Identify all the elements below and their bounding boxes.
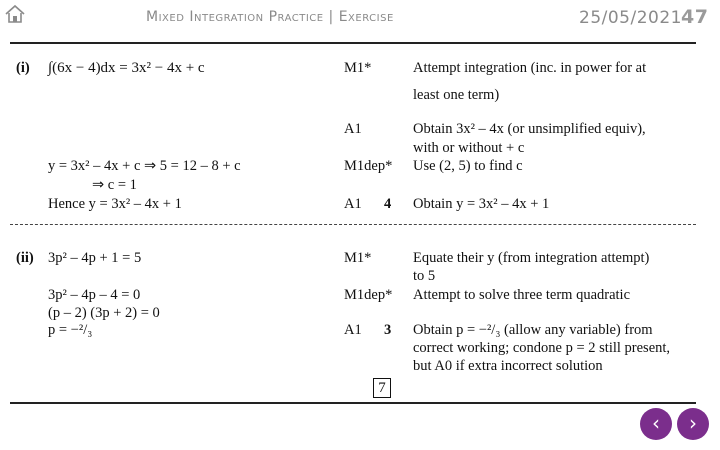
part-ii-label: (ii) [16,250,34,266]
mark-code: A1 [344,121,362,137]
mark-comment: to 5 [413,268,436,284]
bottom-divider [10,402,696,404]
total-marks-box: 7 [373,378,391,398]
mark-code: M1dep* [344,287,393,303]
top-divider [10,42,696,44]
mark-comment: Attempt integration (inc. in power for at [413,60,647,76]
working-line: (p – 2) (3p + 2) = 0 [48,305,160,321]
working-line: y = 3x² – 4x + c ⇒ 5 = 12 – 8 + c [48,158,241,174]
next-slide-button[interactable] [677,408,709,440]
slide-number: 47 [681,6,709,28]
mark-comment: Obtain 3x² – 4x (or unsimplified equiv), [413,121,646,137]
home-icon[interactable] [4,4,26,24]
mark-code: A1 [344,322,362,338]
working-line: p = −²/₃ [48,322,93,338]
mark-comment: least one term) [413,87,500,103]
mark-value: 3 [384,322,392,338]
mark-comment: correct working; condone p = 2 still present, [413,340,671,356]
mark-comment: Attempt to solve three term quadratic [413,287,631,303]
date-label: 25/05/2021 [579,8,682,28]
working-line: 3p² – 4p + 1 = 5 [48,250,142,266]
mark-comment: with or without + c [413,140,525,156]
prev-slide-button[interactable] [640,408,672,440]
mark-code: M1* [344,250,372,266]
mark-comment: Use (2, 5) to find c [413,158,523,174]
mark-value: 4 [384,196,392,212]
working-line: Hence y = 3x² – 4x + 1 [48,196,182,212]
section-divider [10,224,696,225]
mark-comment: Equate their y (from integration attempt) [413,250,650,266]
part-i-integral: ∫(6x − 4)dx = 3x² − 4x + c [48,60,205,76]
mark-code: M1dep* [344,158,393,174]
mark-code: M1* [344,60,372,76]
page-title: Mixed Integration Practice | Exercise [146,9,394,25]
chevron-left-icon: ‹ [652,411,660,435]
mark-comment: Obtain y = 3x² – 4x + 1 [413,196,550,212]
working-line: 3p² – 4p – 4 = 0 [48,287,141,303]
mark-comment: Obtain p = −²/₃ (allow any variable) from [413,322,653,338]
chevron-right-icon: › [689,411,697,435]
mark-comment: but A0 if extra incorrect solution [413,358,603,374]
part-i-label: (i) [16,60,30,76]
mark-code: A1 [344,196,362,212]
working-line: ⇒ c = 1 [92,177,137,193]
